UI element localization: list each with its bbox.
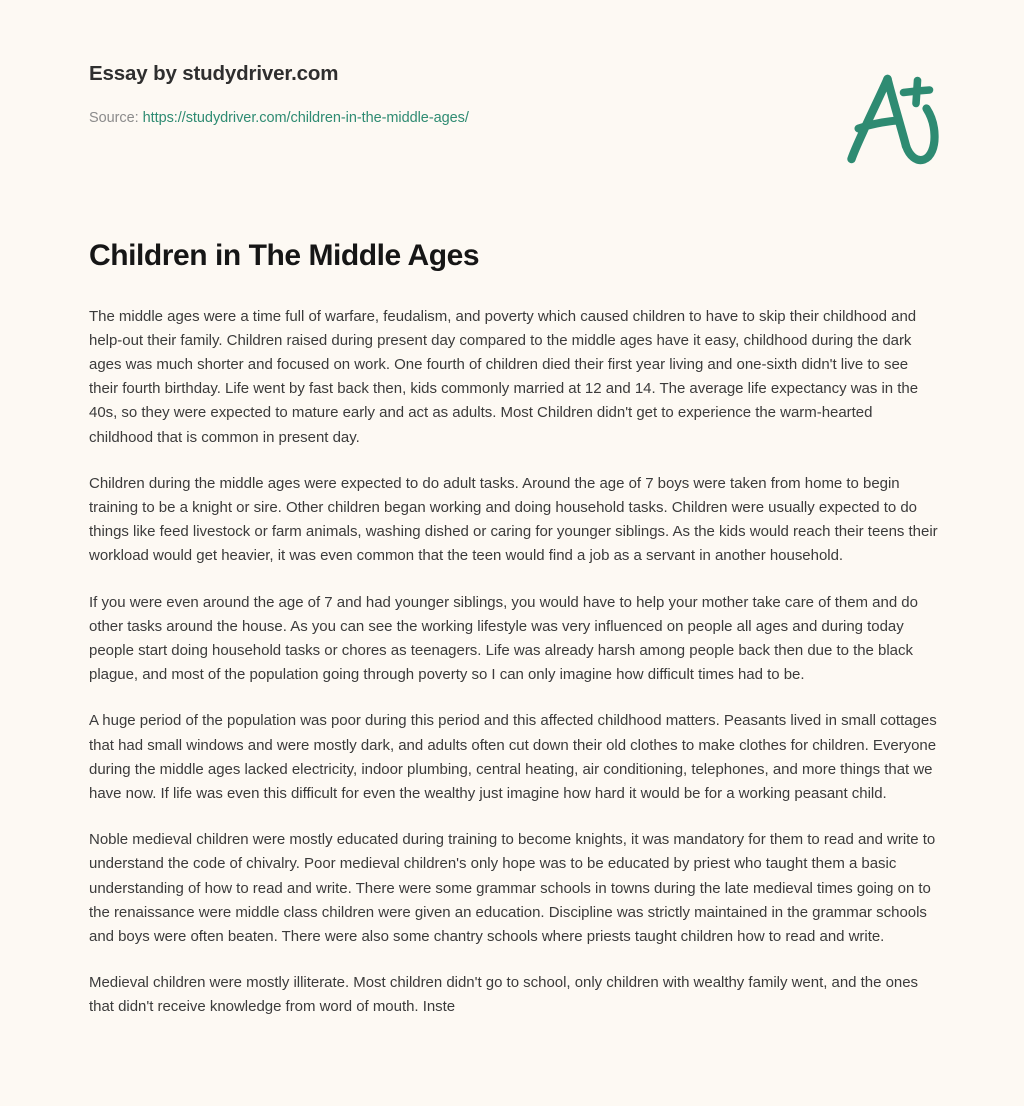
article	[89, 238, 938, 1020]
a-plus-logo	[830, 62, 946, 178]
paragraph: Children during the middle ages were expected to do adult tasks. Around the age of 7 boys were taken from home to begin training to be a knight or sire. Other children began working and doing household tasks. Children were usually expected to do things like feed livestock or farm animals, washing dished or caring for younger siblings. As the kids would reach their teens their workload would get heavier, it was even common that the teen would find a job as a servant in another household.	[89, 474, 938, 565]
paragraph: Medieval children were mostly illiterate. Most children didn't go to school, only children with wealthy family went, and the ones that didn't receive knowledge from word of mouth. Inste	[89, 974, 919, 1016]
paragraph: Noble medieval children were mostly educated during training to become knights, it was mandatory for them to read and write to understand the code of chivalry. Poor medieval children's only hope was to be educated by priest who taught them a basic understanding of how to read and write. There were some grammar schools in towns during the late medieval times going on to the renaissance were middle class children were given an education. Discipline was strictly maintained in the grammar schools and boys were often beaten. There were also some chantry schools where priests taught children how to read and write.	[89, 831, 936, 946]
paragraph: The middle ages were a time full of warfare, feudalism, and poverty which caused children to have to skip their childhood and help-out their family. Children raised during present day compared to the middle ages have it easy, childhood during the dark ages was much shorter and focused on work. One fourth of children died their first year living and one-sixth didn't live to see their fourth birthday. Life went by fast back then, kids commonly married at 12 and 14. The average life expectancy was in the 40s, so they were expected to mature early and act as adults. Most Children didn't get to experience the warm-hearted childhood that is common in present day.	[89, 307, 919, 446]
article-body	[89, 305, 938, 1020]
page-title: Children in The Middle Ages	[89, 239, 480, 272]
brand-title: Essay by studydriver.com	[89, 62, 339, 85]
paragraph: If you were even around the age of 7 and had younger siblings, you would have to help your mother take care of them and do other tasks around the house. As you can see the working lifestyle was very influenced on people all ages and during today people start doing household tasks or chores as teenagers. Life was already harsh among people back then due to the black plague, and most of the population going through poverty so I can only imagine how difficult times had to be.	[89, 593, 918, 684]
paragraph: A huge period of the population was poor during this period and this affected childhood matters. Peasants lived in small cottages that had small windows and were mostly dark, and adults often cut down their old clothes to make clothes for children. Everyone during the middle ages lacked electricity, indoor plumbing, central heating, air conditioning, telephones, and more things that we have now. If life was even this difficult for even the wealthy just imagine how hard it would be for a working peasant child.	[89, 712, 937, 803]
source-url-link[interactable]: https://studydriver.com/children-in-the-middle-ages/	[142, 109, 469, 126]
source-label: Source:	[89, 109, 139, 126]
source-line	[89, 109, 936, 127]
